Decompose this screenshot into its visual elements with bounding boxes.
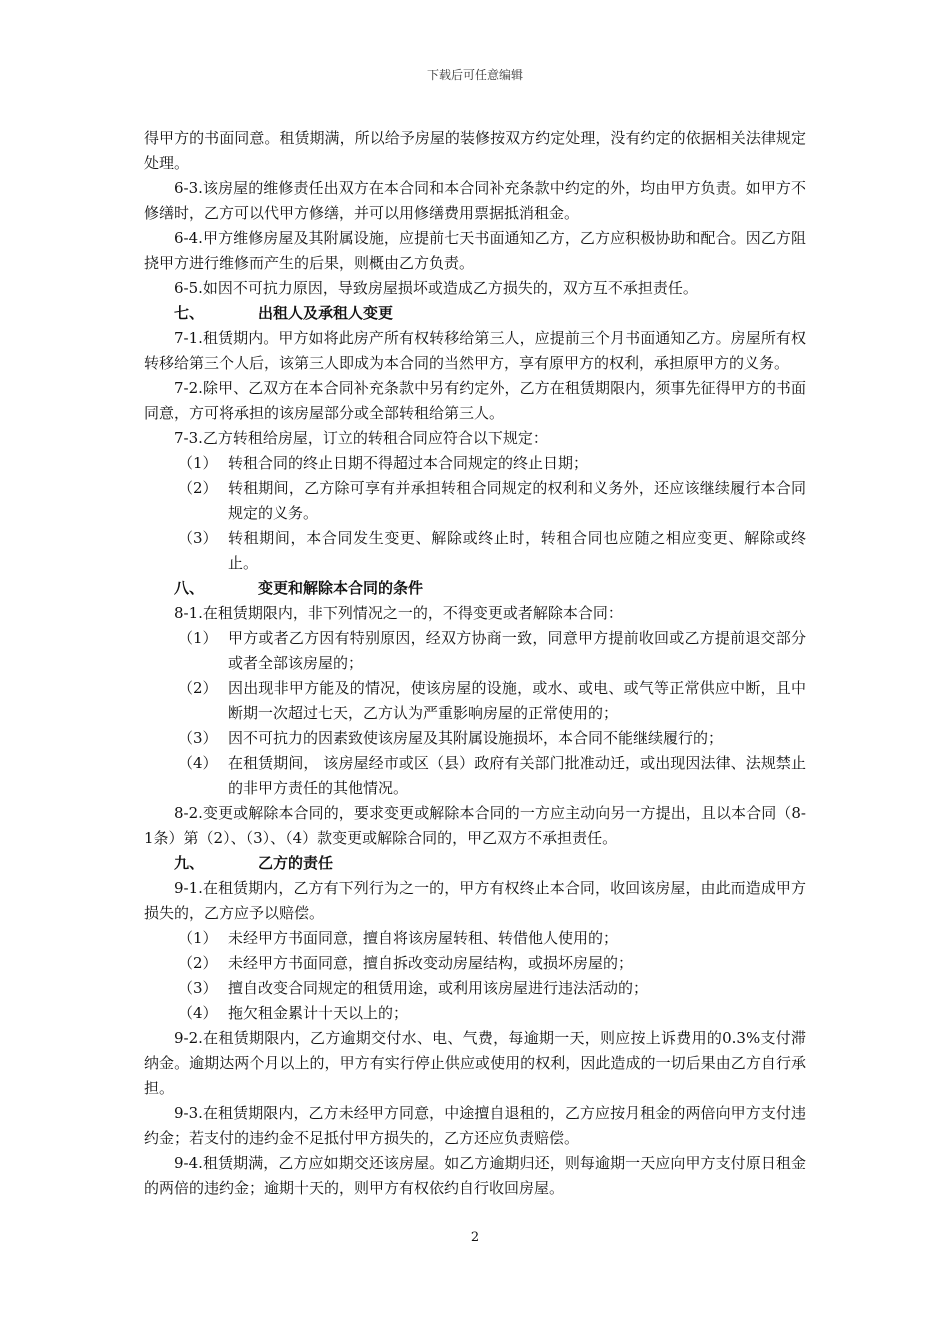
section-heading <box>144 301 806 326</box>
section-title: 变更和解除本合同的条件 <box>258 579 424 597</box>
section-title: 乙方的责任 <box>258 854 334 872</box>
list-item-number: （3） <box>178 729 218 747</box>
list-item-text: 未经甲方书面同意，擅自将该房屋转租、转借他人使用的； <box>228 929 619 947</box>
list-item <box>144 476 806 526</box>
list-item <box>144 526 806 576</box>
paragraph: 9-1.在租赁期内，乙方有下列行为之一的，甲方有权终止本合同，收回该房屋，由此而造成甲方损失的，乙方应予以赔偿。 <box>144 879 806 922</box>
paragraph: 7-2.除甲、乙双方在本合同补充条款中另有约定外，乙方在租赁期限内，须事先征得甲方的书面同意，方可将承担的该房屋部分或全部转租给第三人。 <box>144 379 806 422</box>
paragraph: 6-5.如因不可抗力原因，导致房屋损坏或造成乙方损失的，双方互不承担责任。 <box>174 279 698 297</box>
list-item-number: （1） <box>178 929 218 947</box>
section-number: 八、 <box>174 579 205 597</box>
paragraph: 9-4.租赁期满，乙方应如期交还该房屋。如乙方逾期归还，则每逾期一天应向甲方支付原日租金的两倍的违约金；逾期十天的，则甲方有权依约自行收回房屋。 <box>144 1154 806 1197</box>
list-item <box>144 676 806 726</box>
list-item-number: （3） <box>178 529 218 547</box>
list-item-text: 在租赁期间， 该房屋经市或区（县）政府有关部门批准动迁，或出现因法律、法规禁止的非甲方责任的其他情况。 <box>228 754 806 797</box>
list-item-number: （2） <box>178 679 218 697</box>
section-heading <box>144 851 806 876</box>
paragraph: 9-3.在租赁期限内，乙方未经甲方同意，中途擅自退租的，乙方应按月租金的两倍向甲方支付违约金；若支付的违约金不足抵付甲方损失的，乙方还应负责赔偿。 <box>144 1104 806 1147</box>
list-item-text: 因出现非甲方能及的情况，使该房屋的设施，或水、或电、或气等正常供应中断，且中断期一次超过七天，乙方认为严重影响房屋的正常使用的； <box>228 679 806 722</box>
list-item-text: 因不可抗力的因素致使该房屋及其附属设施损坏，本合同不能继续履行的； <box>228 729 724 747</box>
list-item <box>144 751 806 801</box>
list-item <box>144 1001 806 1026</box>
list-item-number: （1） <box>178 629 218 647</box>
list-item <box>144 951 806 976</box>
paragraph: 6-3.该房屋的维修责任出双方在本合同和本合同补充条款中约定的外，均由甲方负责。如甲方不修缮时，乙方可以代甲方修缮，并可以用修缮费用票据抵消租金。 <box>144 179 806 222</box>
paragraph: 得甲方的书面同意。租赁期满，所以给予房屋的装修按双方约定处理，没有约定的依据相关法律规定处理。 <box>144 129 806 172</box>
list-item <box>144 451 806 476</box>
paragraph: 8-2.变更或解除本合同的，要求变更或解除本合同的一方应主动向另一方提出，且以本合同（8-1条）第（2）、（3）、（4）款变更或解除合同的，甲乙双方不承担责任。 <box>144 804 806 847</box>
section-number: 九、 <box>174 854 205 872</box>
section-heading <box>144 576 806 601</box>
list-item-text: 甲方或者乙方因有特别原因，经双方协商一致，同意甲方提前收回或乙方提前退交部分或者全部该房屋的； <box>228 629 806 672</box>
list-item-number: （4） <box>178 754 218 772</box>
paragraph: 8-1.在租赁期限内，非下列情况之一的，不得变更或者解除本合同： <box>174 604 623 622</box>
list-item-text: 转租期间，本合同发生变更、解除或终止时，转租合同也应随之相应变更、解除或终止。 <box>228 529 806 572</box>
page-number: 2 <box>470 1230 480 1245</box>
list-item-text: 擅自改变合同规定的租赁用途，或利用该房屋进行违法活动的； <box>228 979 649 997</box>
page-header: 下载后可任意编辑 <box>426 68 523 82</box>
list-item-number: （2） <box>178 479 218 497</box>
list-item-number: （1） <box>178 454 218 472</box>
list-item-text: 拖欠租金累计十天以上的； <box>228 1004 409 1022</box>
list-item-number: （2） <box>178 954 218 972</box>
list-item <box>144 626 806 676</box>
paragraph: 7-1.租赁期内。甲方如将此房产所有权转移给第三人，应提前三个月书面通知乙方。房屋所有权转移给第三个人后，该第三人即成为本合同的当然甲方，享有原甲方的权利，承担原甲方的义务。 <box>144 329 806 372</box>
section-number: 七、 <box>174 304 205 322</box>
paragraph: 7-3.乙方转租给房屋，订立的转租合同应符合以下规定： <box>174 429 548 447</box>
list-item-number: （4） <box>178 1004 218 1022</box>
section-title: 出租人及承租人变更 <box>258 304 394 322</box>
list-item-number: （3） <box>178 979 218 997</box>
paragraph: 9-2.在租赁期限内，乙方逾期交付水、电、气费，每逾期一天，则应按上诉费用的0.3%支付滞纳金。逾期达两个月以上的，甲方有实行停止供应或使用的权利，因此造成的一切后果由乙方自行承担。 <box>144 1029 806 1097</box>
paragraph: 6-4.甲方维修房屋及其附属设施，应提前七天书面通知乙方，乙方应积极协助和配合。因乙方阻挠甲方进行维修而产生的后果，则概由乙方负责。 <box>144 229 806 272</box>
list-item <box>144 726 806 751</box>
list-item-text: 未经甲方书面同意，擅自拆改变动房屋结构，或损坏房屋的； <box>228 954 634 972</box>
list-item <box>144 976 806 1001</box>
document-body <box>144 126 806 1201</box>
list-item <box>144 926 806 951</box>
list-item-text: 转租合同的终止日期不得超过本合同规定的终止日期； <box>228 454 589 472</box>
list-item-text: 转租期间，乙方除可享有并承担转租合同规定的权利和义务外，还应该继续履行本合同规定的义务。 <box>228 479 806 522</box>
